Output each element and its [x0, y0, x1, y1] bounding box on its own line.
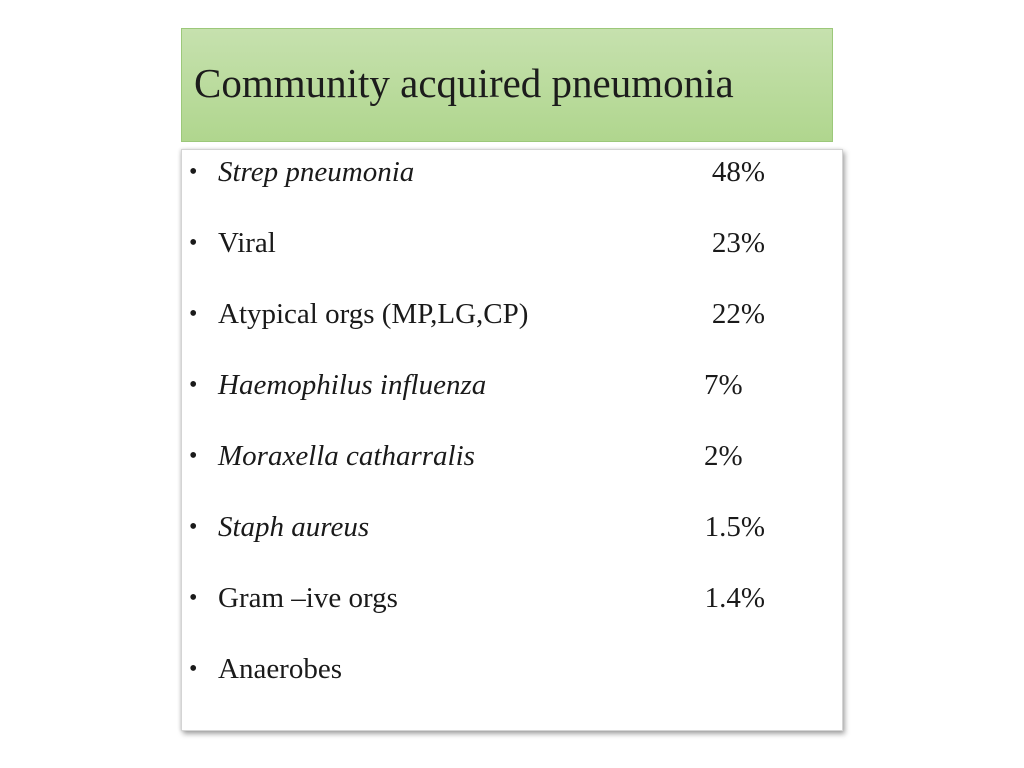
item-label: Atypical orgs (MP,LG,CP) [218, 298, 529, 330]
list-item-moraxella-catharralis [182, 436, 844, 476]
bullet-icon: • [189, 230, 198, 256]
item-label: Staph aureus [218, 511, 370, 543]
item-percentage: 1.5% [704, 511, 765, 543]
bullet-icon: • [189, 514, 198, 540]
item-label: Strep pneumonia [218, 156, 415, 188]
item-percentage: 1.4% [704, 582, 765, 614]
item-percentage: 23% [711, 227, 765, 259]
item-percentage: 22% [711, 298, 765, 330]
slide-title: Community acquired pneumonia [194, 60, 734, 106]
list-item-viral [182, 223, 844, 263]
bullet-icon: • [189, 656, 198, 682]
item-label: Haemophilus influenza [218, 369, 487, 401]
list-item-haemophilus-influenza [182, 365, 844, 405]
item-label: Viral [218, 227, 276, 259]
item-label: Moraxella catharralis [218, 440, 475, 472]
list-item-atypical-orgs [182, 294, 844, 334]
item-percentage: 48% [711, 156, 765, 188]
list-item-gram-negative-orgs [182, 578, 844, 618]
bullet-icon: • [189, 372, 198, 398]
item-percentage: 7% [704, 369, 743, 401]
item-label: Gram –ive orgs [218, 582, 398, 614]
content-panel [181, 149, 843, 731]
list-item-strep-pneumonia [182, 152, 844, 192]
bullet-icon: • [189, 301, 198, 327]
item-label: Anaerobes [218, 653, 343, 685]
bullet-icon: • [189, 585, 198, 611]
title-banner [181, 28, 833, 142]
list-item-anaerobes [182, 649, 844, 689]
item-percentage: 2% [704, 440, 743, 472]
list-item-staph-aureus [182, 507, 844, 547]
bullet-icon: • [189, 159, 198, 185]
bullet-icon: • [189, 443, 198, 469]
